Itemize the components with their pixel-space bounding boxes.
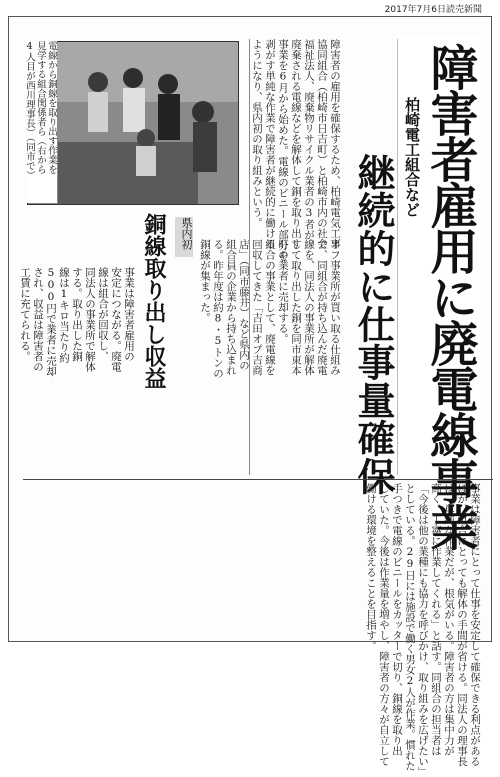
article-line: で、同組合が持ち込んだ廃電 bbox=[316, 239, 328, 376]
article-line: 事業を6月から始めた。電線のビニール部分を bbox=[277, 39, 289, 261]
headline-sub: 柏崎電工組合など bbox=[403, 97, 421, 217]
article-line: 協同組合（柏崎市日吉町）と柏崎市内の社会 bbox=[316, 39, 328, 249]
article-line: 組合の事業として、廃電線を bbox=[264, 239, 276, 376]
article-column-c bbox=[11, 483, 481, 777]
article-line: 回収してきた「吉田オプ吉商 bbox=[251, 239, 263, 376]
photo-caption bbox=[24, 41, 57, 203]
sidebar-line: 事業は障害者雇用の bbox=[123, 267, 135, 362]
sidebar-body bbox=[19, 267, 135, 477]
article-line: 働ける環境を整えることを目指す。 bbox=[365, 483, 377, 651]
sidebar-line: され、収益は障害者の bbox=[32, 267, 44, 372]
headline-box bbox=[395, 35, 481, 549]
headline-main: 障害者雇用に廃電線事業 bbox=[422, 43, 478, 549]
section-divider bbox=[23, 479, 493, 480]
sidebar-line: 線は組合が回収し、 bbox=[97, 267, 109, 362]
article-line: 組合員の企業から持ち込まれ bbox=[225, 239, 237, 376]
article-line: としている。29日には施設で働く男女2人が作業。慣れた bbox=[404, 483, 416, 771]
article-line: 手つきで電線のビニールをカッターで切り、銅線を取り出 bbox=[391, 483, 403, 756]
sidebar-label: 県内初 bbox=[175, 217, 193, 257]
caption-line: 4人目が西川理事長）（同市で） bbox=[24, 41, 35, 181]
article-line: 店」（同市藤井）など県内の bbox=[238, 239, 250, 371]
article-line: 町の業者に売却する。 bbox=[277, 239, 289, 344]
article-line: していた。今後は作業量を増やし、障害者の方々が自立して bbox=[378, 483, 390, 767]
article-line: ようになり、県内初の取り組みという。 bbox=[251, 39, 263, 228]
article-line: 線を、同法人の事業所が解体 bbox=[303, 239, 315, 376]
article-line: 銅線が集まった。 bbox=[199, 239, 211, 323]
sidebar-line: する。取り出した銅 bbox=[71, 267, 83, 362]
sidebar-line: 500円で業者に売却 bbox=[45, 267, 57, 377]
sidebar-line: 安定につながる。廃電 bbox=[110, 267, 122, 372]
sidebar-line: 同法人の事業所で解体 bbox=[84, 267, 96, 372]
column-divider bbox=[249, 39, 250, 475]
caption-line: 電線から銅線を取り出す作業を bbox=[46, 41, 57, 174]
article-column-b bbox=[165, 239, 341, 439]
article-line: は「単純な作業だが、根気がいる。障害者の方は集中力が bbox=[443, 483, 455, 756]
headline-secondary: 継続的に仕事量確保 bbox=[351, 153, 395, 495]
article-line: 高く、丁寧に作業してくれる」と話す。同組合の担当者は bbox=[430, 483, 442, 756]
article-line: 廃棄される電線などを解体して銅を取り出す bbox=[290, 39, 302, 249]
column-divider bbox=[397, 39, 398, 475]
article-line: 剥がす単純な作業で障害者が継続的に働ける bbox=[264, 39, 276, 249]
article-line: 障害者の雇用を確保するため、柏崎電気工事 bbox=[329, 39, 341, 249]
article-line: オフ事業所が買い取る仕組み bbox=[329, 239, 341, 376]
dateline: 2017年7月6日読売新聞 bbox=[384, 5, 482, 15]
photo-illustration bbox=[28, 42, 238, 204]
sidebar-title: 銅線取り出し収益 bbox=[141, 213, 166, 389]
article-line: 福祉法人、廃棄物リサイクル業者の3者が、 bbox=[303, 39, 315, 251]
article-line: 「今後は他の業種にも協力を呼びかけ、取り組みを広げたい」 bbox=[417, 483, 429, 777]
article-line: して取り出した銅を同市東本 bbox=[290, 239, 302, 376]
sidebar-line: 線は1キロ当たり約 bbox=[58, 267, 70, 363]
article-line: ほか、組合にとっても解体の手間が省ける。同法人の理事長 bbox=[456, 483, 468, 767]
newspaper-clipping bbox=[8, 16, 492, 777]
article-line: 事業は障害者にとって仕事を安定して確保できる利点がある bbox=[469, 483, 481, 767]
news-photo bbox=[27, 41, 239, 205]
article-line: る。昨年度は約8・5トンの bbox=[212, 239, 224, 379]
caption-line: 見学する組合関係者ら（右から bbox=[35, 41, 46, 174]
sidebar-line: 工賃に充てられる。 bbox=[19, 267, 31, 362]
